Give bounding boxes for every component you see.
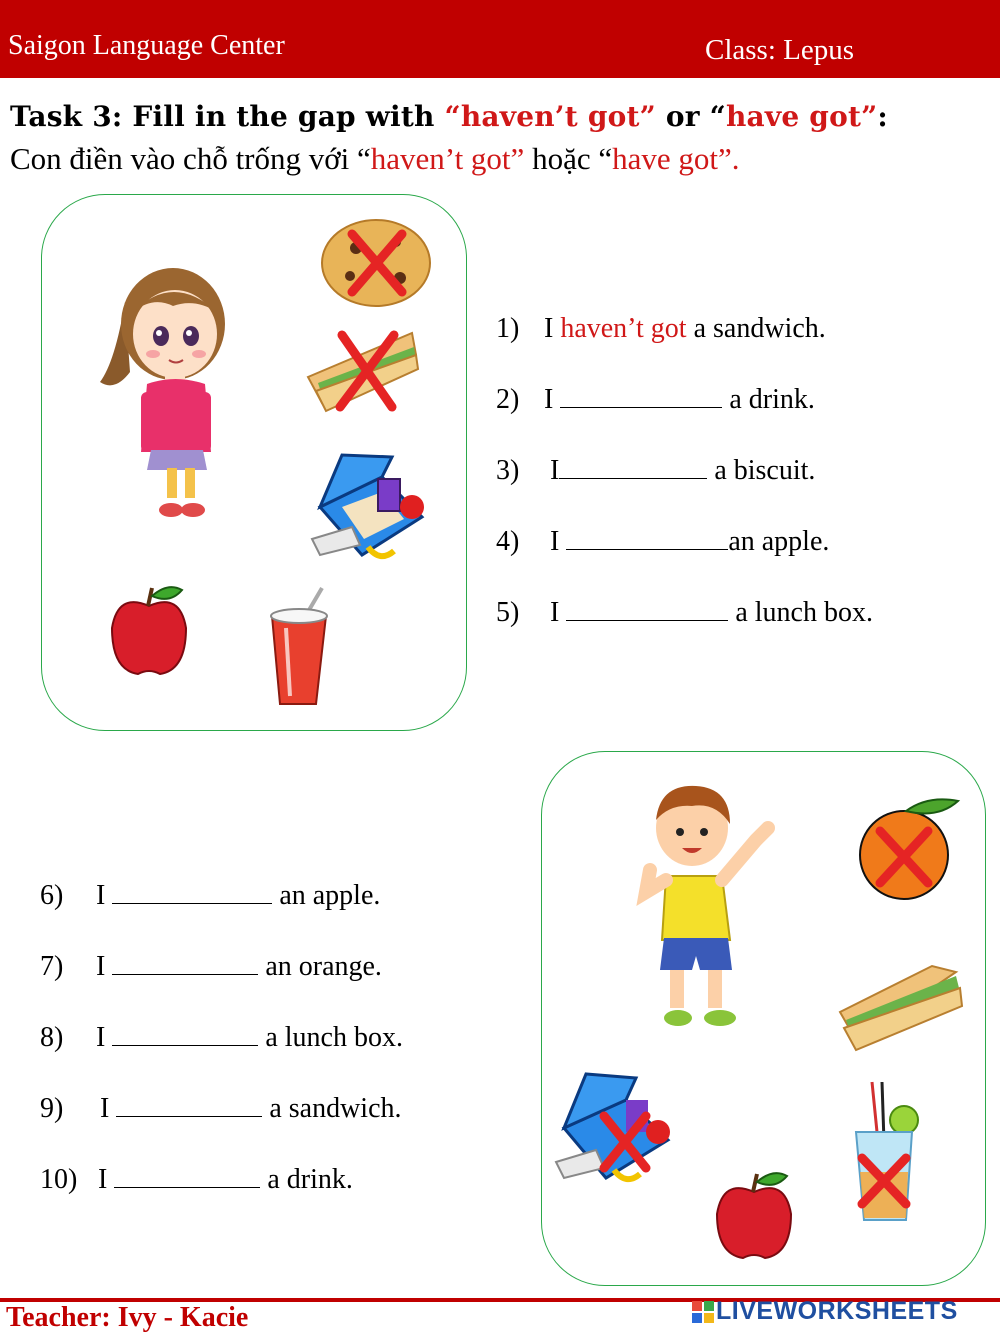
question-7 [40,951,382,983]
question-text: I [96,1022,113,1053]
question-text: a drink. [722,384,815,415]
question-number: 8) [40,1022,64,1053]
task-option-have: have got” [725,100,878,133]
question-number: 1) [496,313,520,344]
sandwich-icon [836,962,966,1054]
task-mid: or “ [655,100,726,133]
question-text: an apple. [272,880,381,911]
question-number: 10) [40,1164,78,1195]
question-text: I [100,1093,117,1124]
question-text: I [550,597,567,628]
drink-cup-icon [266,586,336,708]
boy-illustration [636,780,786,1034]
class-label: Class: Lepus [705,34,855,66]
liveworksheets-brand [692,1297,958,1326]
apple-icon [713,1168,795,1262]
question-number: 5) [496,597,520,628]
biscuit-crossed-icon [320,218,432,308]
header-bar [0,0,1000,78]
task-title [10,100,888,133]
task-suffix: : [877,100,888,133]
lunch-box-icon [312,447,437,567]
teacher-credit: Teacher: Ivy - Kacie [6,1302,249,1333]
answer-blank[interactable] [112,952,258,975]
question-number: 9) [40,1093,64,1124]
question-text: a lunch box. [258,1022,403,1053]
question-number: 3) [496,455,520,486]
question-text: I [550,526,567,557]
answer-blank[interactable] [116,1094,262,1117]
question-4 [496,526,829,558]
liveworksheets-logo-icon [692,1301,714,1323]
answer-blank[interactable] [560,385,722,408]
question-text: a sandwich. [262,1093,402,1124]
question-text: I [96,951,113,982]
subtitle-prefix: Con điền vào chỗ trống với “ [10,141,371,176]
girl-illustration [95,262,245,532]
sandwich-crossed-icon [302,325,422,417]
question-text: a lunch box. [728,597,873,628]
answer-blank[interactable] [566,598,728,621]
question-3 [496,455,815,487]
question-text: a drink. [260,1164,353,1195]
question-text: I [550,455,560,486]
question-number: 4) [496,526,520,557]
question-number: 2) [496,384,520,415]
task-subtitle [10,141,739,177]
orange-crossed-icon [858,795,962,901]
answer-blank[interactable] [559,456,707,479]
brand-text: LIVEWORKSHEETS [716,1297,958,1325]
school-name: Saigon Language Center [8,30,285,61]
subtitle-mid: hoặc “ [524,141,613,176]
question-text: an orange. [258,951,382,982]
task-prefix: Task 3: Fill in the gap with [10,100,445,133]
question-number: 7) [40,951,64,982]
example-answer: haven’t got [560,313,687,344]
question-number: 6) [40,880,64,911]
subtitle-option-have: have got”. [612,141,740,176]
question-text: a biscuit. [707,455,816,486]
lunch-box-crossed-icon [556,1068,684,1193]
question-8 [40,1022,403,1054]
question-text: I [96,880,113,911]
answer-blank[interactable] [114,1165,260,1188]
apple-icon [108,582,190,678]
question-10 [40,1164,353,1196]
question-text: I [98,1164,115,1195]
question-text: I [544,313,561,344]
question-text: I [544,384,561,415]
answer-blank[interactable] [112,881,272,904]
question-6 [40,880,380,912]
question-2 [496,384,815,416]
question-text: an apple. [728,526,830,557]
question-1 [496,313,826,345]
question-5 [496,597,873,629]
question-text: a sandwich. [686,313,826,344]
subtitle-option-havent: haven’t got” [370,141,525,176]
question-9 [40,1093,402,1125]
answer-blank[interactable] [112,1023,258,1046]
task-option-havent: “haven’t got” [444,100,656,133]
answer-blank[interactable] [566,527,728,550]
drink-glass-crossed-icon [848,1082,920,1228]
